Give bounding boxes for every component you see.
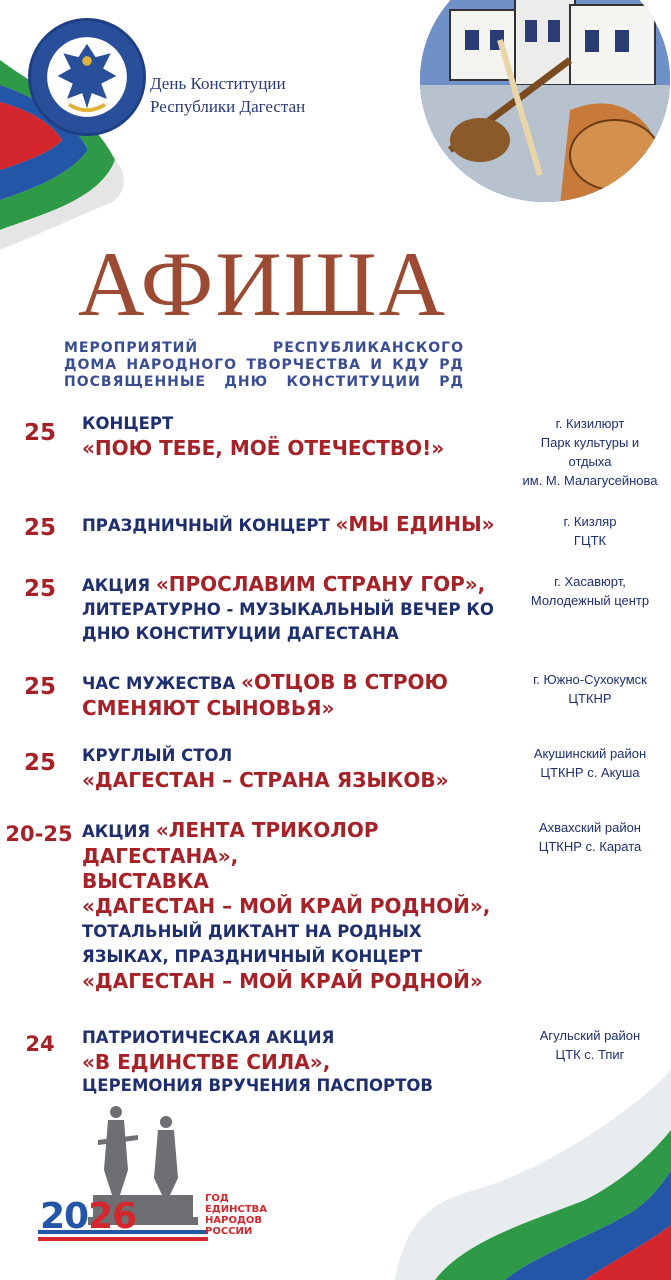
event-desc: ЯЗЫКАХ, ПРАЗДНИЧНЫЙ КОНЦЕРТ	[82, 947, 423, 966]
event-date: 20-25	[5, 822, 73, 846]
event-desc: ТОТАЛЬНЫЙ ДИКТАНТ НА РОДНЫХ	[82, 922, 422, 941]
event-date: 25	[23, 674, 56, 700]
event-type: АКЦИЯ	[82, 822, 151, 841]
event-title-cont: СМЕНЯЮТ СЫНОВЬЯ»	[82, 696, 335, 720]
event-place: Агульский район ЦТК с. Тпиг	[539, 1028, 641, 1062]
event-date: 25	[23, 420, 56, 446]
logo-caption: ГОД ЕДИНСТВА НАРОДОВ РОССИИ	[205, 1193, 267, 1237]
event-type: ПАТРИОТИЧЕСКАЯ АКЦИЯ	[82, 1028, 335, 1047]
event-title: «ДАГЕСТАН – МОЙ КРАЙ РОДНОЙ»,	[82, 894, 491, 918]
event-desc: ЛИТЕРАТУРНО - МУЗЫКАЛЬНЫЙ ВЕЧЕР КО	[82, 600, 494, 619]
subtitle-line-2: ДОМА НАРОДНОГО ТВОРЧЕСТВА И КДУ РД	[64, 357, 464, 373]
event-place: г. Хасавюрт, Молодежный центр	[530, 574, 650, 608]
event-date: 25	[23, 515, 56, 541]
subtitle-line-3: ПОСВЯЩЕННЫЕ ДНЮ КОНСТИТУЦИИ РД	[64, 374, 464, 390]
event-title: «ЛЕНТА ТРИКОЛОР	[155, 818, 379, 842]
event-place: г. Кизляр ГЦТК	[563, 514, 617, 548]
event-place: г. Южно-Сухокумск ЦТКНР	[533, 672, 647, 706]
event-title-cont: ДАГЕСТАНА»,	[82, 844, 239, 868]
logo-year	[40, 1196, 136, 1237]
event-type: ЧАС МУЖЕСТВА	[82, 674, 236, 693]
event-item	[0, 512, 671, 562]
event-desc: ДНЮ КОНСТИТУЦИИ ДАГЕСТАНА	[82, 624, 399, 643]
event-type: ВЫСТАВКА	[82, 869, 209, 893]
dagestan-emblem	[28, 18, 146, 136]
event-title: «ДАГЕСТАН – СТРАНА ЯЗЫКОВ»	[82, 768, 449, 792]
event-date: 25	[23, 750, 56, 776]
event-item	[0, 744, 671, 804]
event-type: КОНЦЕРТ	[82, 414, 174, 433]
event-title: «ДАГЕСТАН – МОЙ КРАЙ РОДНОЙ»	[82, 969, 483, 993]
event-title: «МЫ ЕДИНЫ»	[335, 512, 495, 536]
event-title: «ОТЦОВ В СТРОЮ	[241, 670, 449, 694]
page-title: АФИША	[78, 233, 448, 335]
subtitle-line-1: МЕРОПРИЯТИЙ РЕСПУБЛИКАНСКОГО	[64, 340, 464, 356]
event-title: «ПОЮ ТЕБЕ, МОЁ ОТЕЧЕСТВО!»	[82, 436, 445, 460]
event-item	[0, 670, 671, 730]
subtitle	[64, 340, 464, 391]
event-type: ПРАЗДНИЧНЫЙ КОНЦЕРТ	[82, 516, 330, 535]
header-caption	[150, 72, 305, 118]
logo-year-part-2: 26	[88, 1196, 137, 1237]
event-date: 24	[25, 1032, 55, 1056]
event-title: «ПРОСЛАВИМ СТРАНУ ГОР»,	[155, 572, 486, 596]
event-date: 25	[23, 576, 56, 602]
event-item	[0, 818, 671, 1013]
header-line-1: День Конституции	[150, 74, 286, 93]
event-type: КРУГЛЫЙ СТОЛ	[82, 746, 233, 765]
event-place: г. Кизилюрт Парк культуры и отдыха им. М. Малагусейнова	[522, 416, 658, 488]
flag-ribbon-bottom-right	[395, 1050, 671, 1280]
folk-art-illustration	[420, 0, 670, 205]
event-title: «В ЕДИНСТВЕ СИЛА»,	[82, 1050, 331, 1074]
event-desc: ЦЕРЕМОНИЯ ВРУЧЕНИЯ ПАСПОРТОВ	[82, 1076, 433, 1095]
event-item	[0, 572, 671, 652]
event-place: Ахвахский район ЦТКНР с. Карата	[538, 820, 642, 854]
event-type: АКЦИЯ	[82, 576, 151, 595]
event-item	[0, 412, 671, 502]
logo-year-part-1: 20	[40, 1196, 89, 1237]
event-place: Акушинский район ЦТКНР с. Акуша	[533, 746, 647, 780]
header-line-2: Республики Дагестан	[150, 97, 306, 116]
